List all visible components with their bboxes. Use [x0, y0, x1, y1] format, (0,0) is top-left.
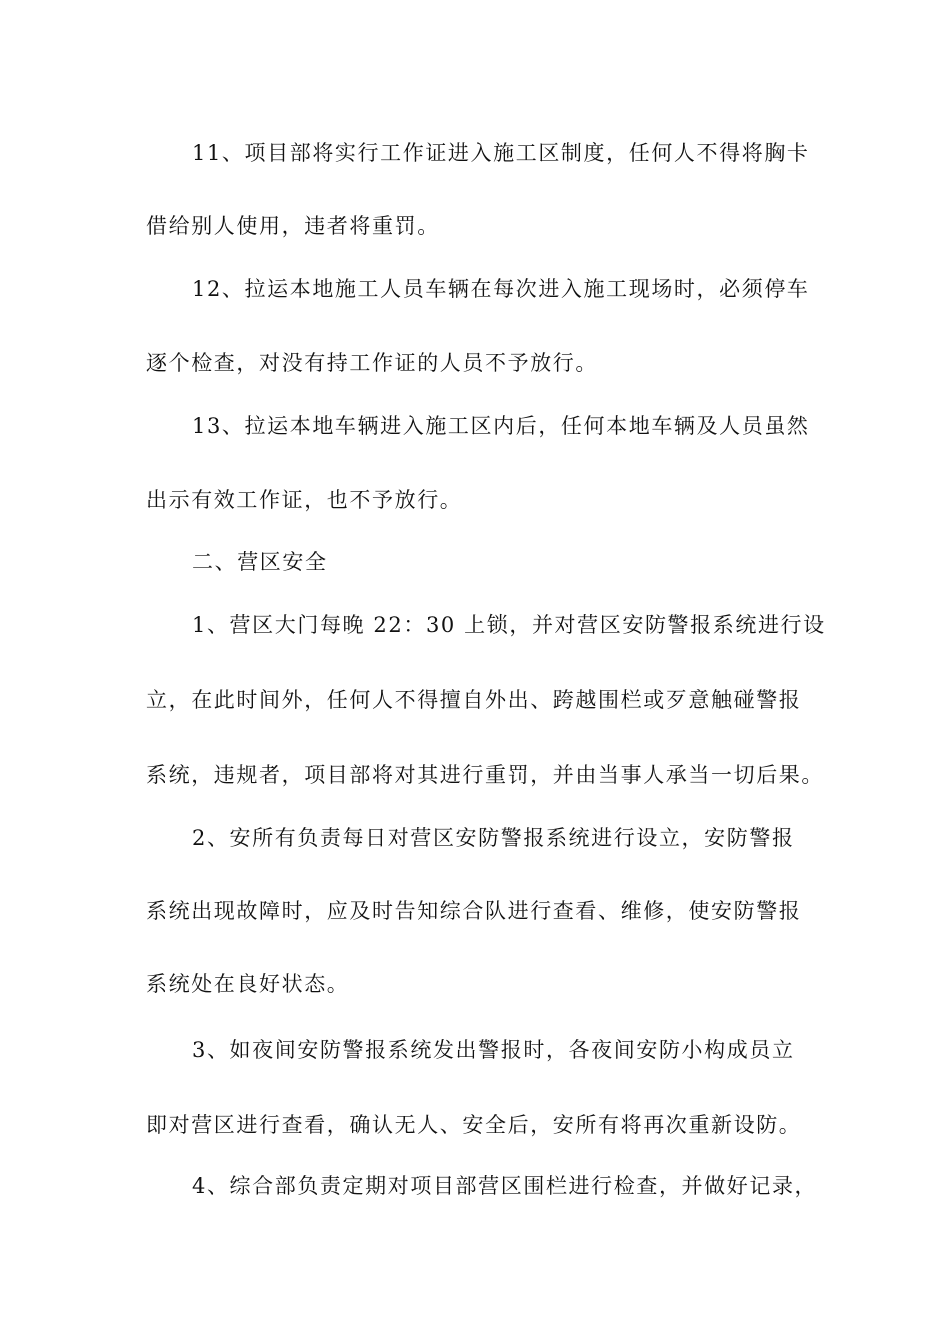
paragraph-line: 即对营区进行查看，确认无人、安全后，安所有将再次重新设防。	[146, 1113, 802, 1137]
paragraph-line: 4、综合部负责定期对项目部营区围栏进行检查，并做好记录，	[192, 1174, 818, 1198]
paragraph-line: 11、项目部将实行工作证进入施工区制度，任何人不得将胸卡	[192, 141, 810, 165]
paragraph-line: 系统，违规者，项目部将对其进行重罚，并由当事人承当一切后果。	[146, 763, 824, 787]
paragraph-line: 系统出现故障时，应及时告知综合队进行查看、维修，使安防警报	[146, 899, 802, 923]
paragraph-line: 12、拉运本地施工人员车辆在每次进入施工现场时，必须停车	[192, 277, 810, 301]
paragraph-line: 借给别人使用，违者将重罚。	[146, 214, 440, 238]
paragraph-line: 系统处在良好状态。	[146, 972, 350, 996]
paragraph-line: 13、拉运本地车辆进入施工区内后，任何本地车辆及人员虽然	[192, 414, 810, 438]
paragraph-line: 出示有效工作证，也不予放行。	[146, 488, 463, 512]
paragraph-line: 3、如夜间安防警报系统发出警报时，各夜间安防小构成员立	[192, 1038, 795, 1062]
paragraph-line: 2、安所有负责每日对营区安防警报系统进行设立，安防警报	[192, 826, 795, 850]
paragraph-line: 立，在此时间外，任何人不得擅自外出、跨越围栏或歹意触碰警报	[146, 688, 802, 712]
paragraph-line: 1、营区大门每晚 22：30 上锁，并对营区安防警报系统进行设	[192, 613, 826, 637]
section-heading: 二、营区安全	[192, 550, 328, 574]
paragraph-line: 逐个检查，对没有持工作证的人员不予放行。	[146, 351, 598, 375]
